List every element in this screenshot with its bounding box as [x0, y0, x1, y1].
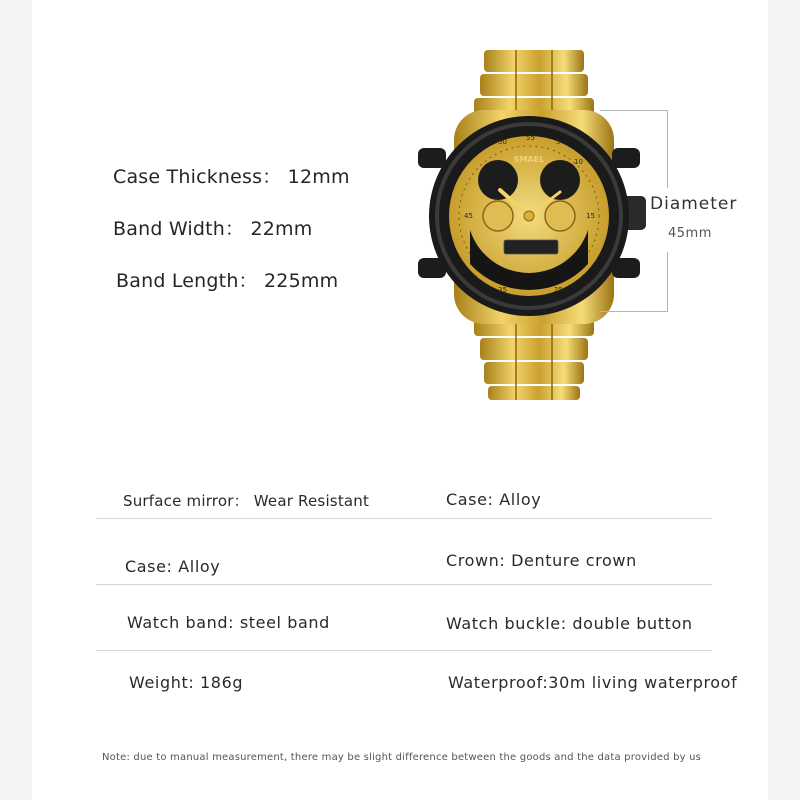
- spec-waterproof: Waterproof:30m living waterproof: [448, 673, 738, 692]
- watch-image: [400, 40, 660, 410]
- numeral: 55: [526, 134, 535, 142]
- subdial-top-right: [540, 160, 580, 200]
- numeral: 50: [498, 138, 507, 146]
- pusher-top-right: [612, 148, 640, 168]
- case-thickness-spec: Case Thickness： 12mm: [113, 166, 350, 188]
- gear-left: [483, 201, 513, 231]
- numeral: 45: [464, 212, 473, 220]
- spec-surface-mirror: Surface mirror： Wear Resistant: [123, 492, 370, 510]
- numeral: 10: [574, 158, 583, 166]
- spec-watch-buckle: Watch buckle: double button: [446, 614, 693, 633]
- numeral: 5: [556, 138, 561, 146]
- numeral: 35: [498, 286, 507, 294]
- subdial-top-left: [478, 160, 518, 200]
- numeral: 25: [554, 286, 563, 294]
- diameter-label: Diameter: [650, 194, 738, 214]
- spec-crown: Crown: Denture crown: [446, 551, 637, 570]
- table-divider: [96, 584, 712, 585]
- pusher-top-left: [418, 148, 446, 168]
- dimension-line-lower: [667, 252, 668, 312]
- spec-watch-band: Watch band: steel band: [127, 613, 330, 632]
- diameter-value: 45mm: [668, 226, 712, 241]
- dimension-line-top: [600, 110, 668, 111]
- dimension-line-upper: [667, 110, 668, 188]
- spec-case-right: Case: Alloy: [446, 490, 542, 509]
- spec-case-left: Case: Alloy: [125, 557, 221, 576]
- table-divider: [96, 650, 712, 651]
- numeral: 15: [586, 212, 595, 220]
- measurement-note: Note: due to manual measurement, there may be slight difference between the goods and the data provided by us: [102, 752, 702, 763]
- gear-right: [545, 201, 575, 231]
- band-width-spec: Band Width： 22mm: [113, 218, 313, 240]
- spec-weight: Weight: 186g: [129, 673, 244, 692]
- lower-band: [474, 312, 594, 400]
- dimension-line-bottom: [600, 311, 668, 312]
- table-divider: [96, 518, 712, 519]
- brand-logo: SMAEL: [513, 155, 545, 164]
- band-length-spec: Band Length： 225mm: [116, 270, 339, 292]
